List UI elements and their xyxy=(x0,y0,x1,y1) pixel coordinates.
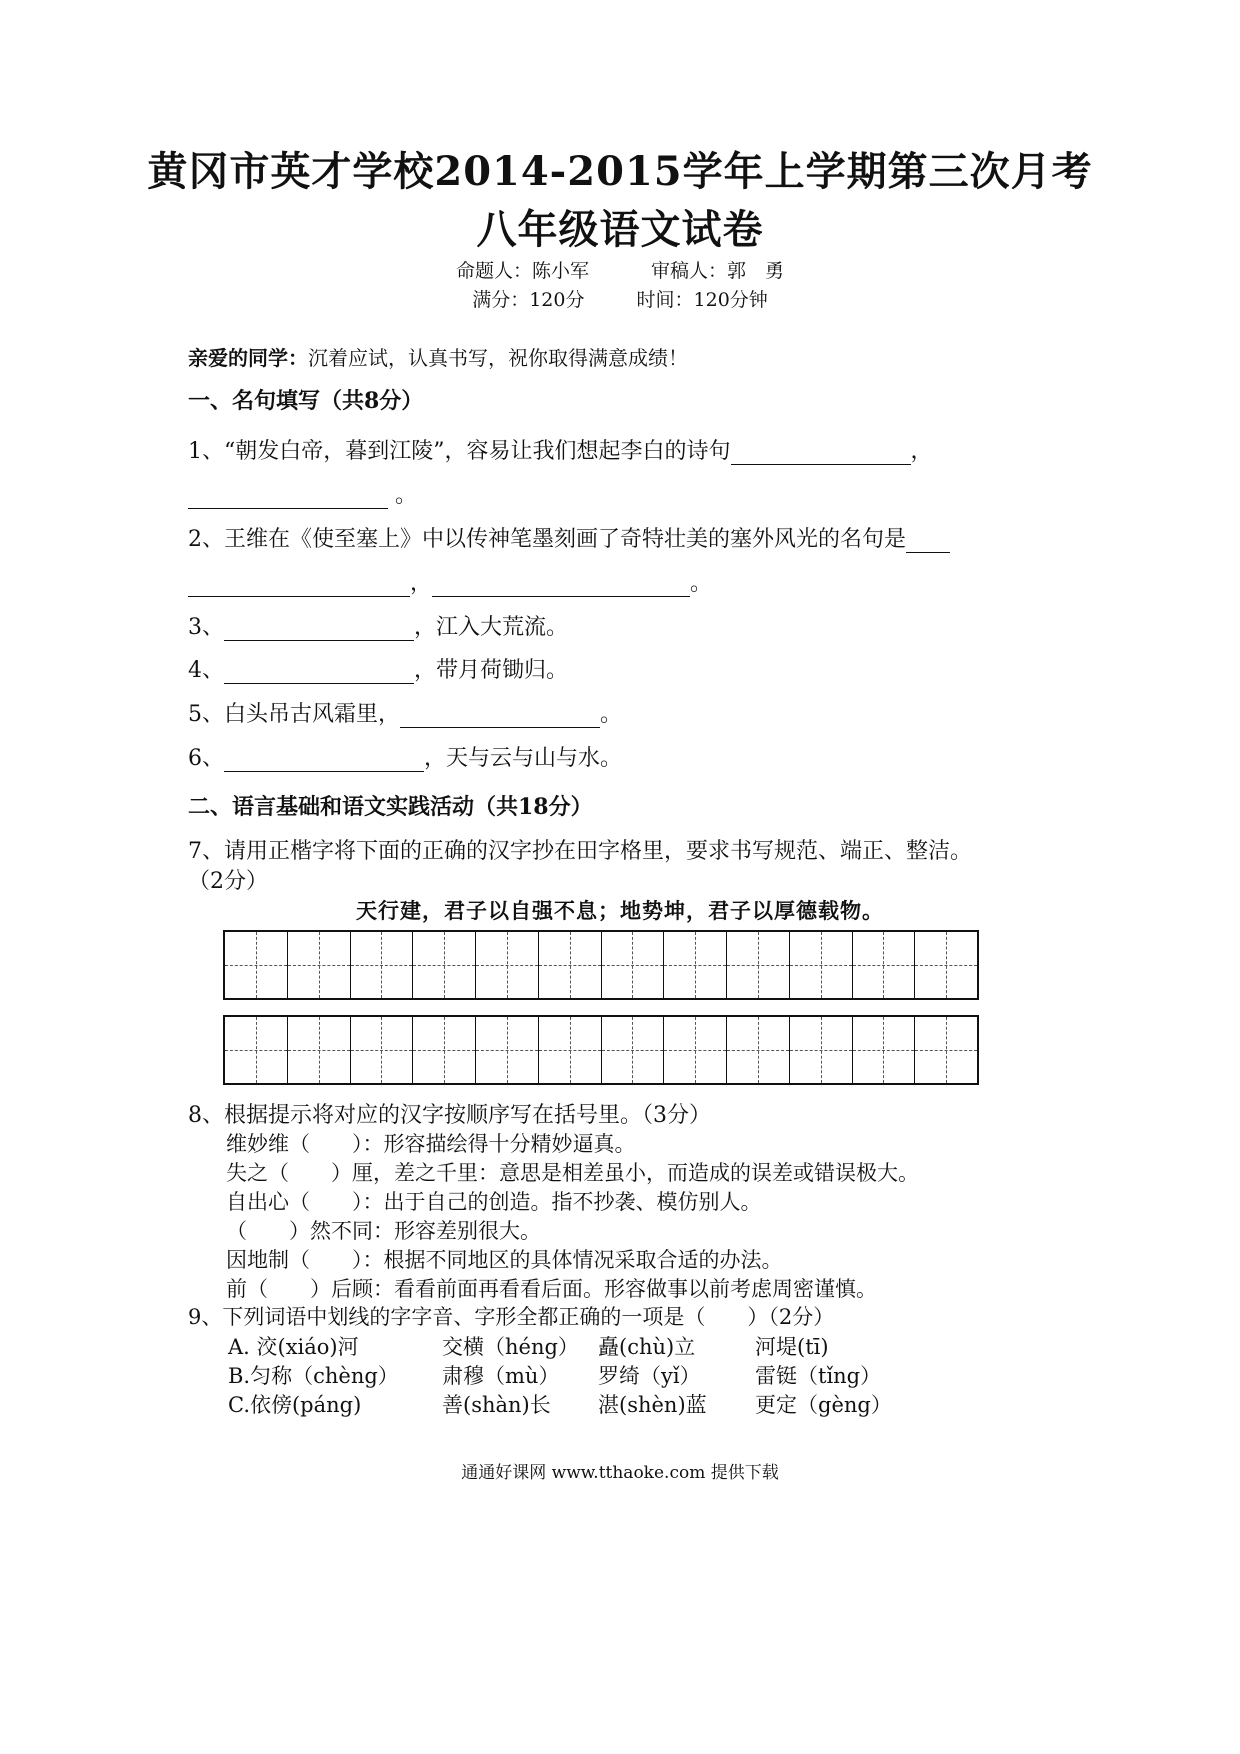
q3-blank[interactable] xyxy=(224,614,414,641)
question-7-line2: （2分） xyxy=(188,869,268,894)
q1-blank-1[interactable] xyxy=(731,438,911,465)
q4-num: 4、 xyxy=(188,658,224,683)
q3-text: ，江入大荒流。 xyxy=(414,615,569,640)
q9-option-c: 更定（gèng） xyxy=(755,1393,892,1417)
q4-blank[interactable] xyxy=(224,657,414,684)
grid-cell[interactable] xyxy=(225,932,288,998)
q2-end: 。 xyxy=(690,571,713,596)
author: 命题人：陈小军 xyxy=(455,260,589,282)
q9-option-a: A. 洨(xiáo)河 xyxy=(228,1335,359,1359)
grid-cell[interactable] xyxy=(288,1017,351,1083)
grid-cell[interactable] xyxy=(790,1017,853,1083)
grid-cell[interactable] xyxy=(476,1017,539,1083)
question-1-cont xyxy=(188,478,417,509)
q9-option-b: 肃穆（mù） xyxy=(442,1364,560,1388)
question-3 xyxy=(188,610,568,641)
q6-blank[interactable] xyxy=(224,745,424,772)
q2-comma: ， xyxy=(410,571,433,596)
q8-item: 自出心（ ）：出于自己的创造。指不抄袭、模仿别人。 xyxy=(226,1190,762,1214)
grid-cell[interactable] xyxy=(602,932,665,998)
grid-cell[interactable] xyxy=(288,932,351,998)
q6-text: ，天与云与山与水。 xyxy=(424,746,623,771)
grid-cell[interactable] xyxy=(664,1017,727,1083)
grid-cell[interactable] xyxy=(915,932,977,998)
score-time-info xyxy=(0,285,1240,312)
q5-end: 。 xyxy=(600,702,623,727)
greeting-label: 亲爱的同学： xyxy=(188,346,308,370)
q1-comma: ， xyxy=(910,439,933,464)
q9-option-c: C.依傍(páng) xyxy=(228,1393,362,1417)
question-5 xyxy=(188,697,622,728)
question-2-cont xyxy=(188,566,712,597)
grid-cell[interactable] xyxy=(413,1017,476,1083)
exam-title-line1: 黄冈市英才学校2014-2015学年上学期第三次月考 xyxy=(147,148,1093,195)
tianzige-grid-row-1[interactable] xyxy=(223,930,979,1000)
q1-end: 。 xyxy=(395,483,418,508)
section-2-heading: 二、语言基础和语文实践活动（共18分） xyxy=(188,794,593,820)
q2-blank-2[interactable] xyxy=(432,570,690,597)
q2-text: 2、王维在《使至塞上》中以传神笔墨刻画了奇特壮美的塞外风光的名句是 xyxy=(188,527,906,552)
grid-cell[interactable] xyxy=(727,1017,790,1083)
exam-time: 时间：120分钟 xyxy=(636,289,768,311)
grid-cell[interactable] xyxy=(853,1017,916,1083)
q1-blank-2[interactable] xyxy=(188,482,388,509)
question-4 xyxy=(188,653,568,684)
question-1 xyxy=(188,434,933,465)
grid-cell[interactable] xyxy=(915,1017,977,1083)
q9-option-a: 矗(chù)立 xyxy=(598,1335,696,1359)
grid-cell[interactable] xyxy=(413,932,476,998)
grid-cell[interactable] xyxy=(351,932,414,998)
question-9-intro: 9、下列词语中划线的字字音、字形全都正确的一项是（ ）（2分） xyxy=(188,1305,835,1329)
greeting-text: 沉着应试，认真书写，祝你取得满意成绩！ xyxy=(308,346,688,370)
grid-cell[interactable] xyxy=(602,1017,665,1083)
section-1-heading: 一、名句填写（共8分） xyxy=(188,388,424,414)
q8-item: 维妙维（ ）：形容描绘得十分精妙逼真。 xyxy=(226,1132,636,1156)
tianzige-grid-row-2[interactable] xyxy=(223,1015,979,1085)
q2-blank-lead[interactable] xyxy=(906,526,950,553)
exam-title-line2: 八年级语文试卷 xyxy=(476,206,764,253)
question-6 xyxy=(188,741,622,772)
q8-item: 前（ ）后顾：看看前面再看看后面。形容做事以前考虑周密谨慎。 xyxy=(226,1277,877,1301)
q6-num: 6、 xyxy=(188,746,224,771)
question-7-line1: 7、请用正楷字将下面的正确的汉字抄在田字格里，要求书写规范、端正、整洁。 xyxy=(188,839,972,864)
q1-text: 1、“朝发白帝，暮到江陵”，容易让我们想起李白的诗句 xyxy=(188,439,731,464)
q9-option-a: 河堤(tī) xyxy=(755,1335,829,1359)
q9-option-c: 湛(shèn)蓝 xyxy=(598,1393,707,1417)
q5-blank[interactable] xyxy=(400,701,600,728)
q8-item: （ ）然不同：形容差别很大。 xyxy=(226,1219,541,1243)
full-score: 满分：120分 xyxy=(472,289,585,311)
grid-cell[interactable] xyxy=(476,932,539,998)
copy-motto: 天行建，君子以自强不息；地势坤，君子以厚德载物。 xyxy=(356,898,884,923)
grid-cell[interactable] xyxy=(351,1017,414,1083)
author-info xyxy=(0,256,1240,283)
q5-text: 5、白头吊古风霜里， xyxy=(188,702,400,727)
question-8-intro: 8、根据提示将对应的汉字按顺序写在括号里。（3分） xyxy=(188,1103,711,1128)
q9-option-b: B.匀称（chèng） xyxy=(228,1364,399,1388)
grid-cell[interactable] xyxy=(225,1017,288,1083)
grid-cell[interactable] xyxy=(727,932,790,998)
page-footer: 通通好课网 www.tthaoke.com 提供下载 xyxy=(461,1463,779,1483)
greeting xyxy=(188,342,688,371)
q9-option-b: 罗绮（yǐ） xyxy=(598,1364,701,1388)
q8-item: 失之（ ）厘，差之千里：意思是相差虽小，而造成的误差或错误极大。 xyxy=(226,1161,919,1185)
grid-cell[interactable] xyxy=(664,932,727,998)
grid-cell[interactable] xyxy=(539,932,602,998)
q9-option-b: 雷铤（tǐng） xyxy=(755,1364,882,1388)
q2-blank-1[interactable] xyxy=(188,570,410,597)
reviewer: 审稿人：郭 勇 xyxy=(651,260,785,282)
grid-cell[interactable] xyxy=(539,1017,602,1083)
q9-option-c: 善(shàn)长 xyxy=(442,1393,551,1417)
grid-cell[interactable] xyxy=(853,932,916,998)
q8-item: 因地制（ ）：根据不同地区的具体情况采取合适的办法。 xyxy=(226,1248,783,1272)
q4-text: ，带月荷锄归。 xyxy=(414,658,569,683)
q9-option-a: 交横（héng） xyxy=(442,1335,579,1359)
question-2 xyxy=(188,522,950,553)
grid-cell[interactable] xyxy=(790,932,853,998)
q3-num: 3、 xyxy=(188,615,224,640)
